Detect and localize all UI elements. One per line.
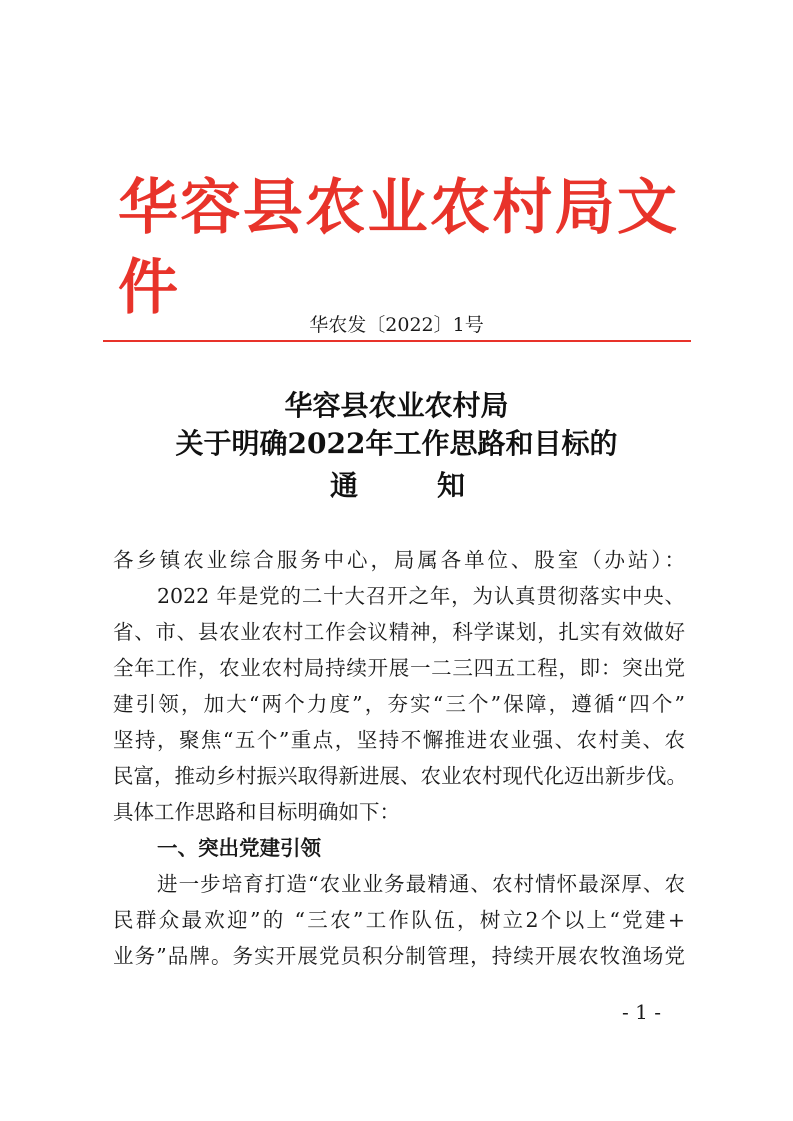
paragraph-line: 坚持，聚焦“五个”重点，坚持不懈推进农业强、农村美、农 [113, 728, 685, 752]
issuing-authority-header: 华容县农业农村局文件 [118, 173, 678, 323]
document-number: 华农发〔2022〕1号 [309, 314, 484, 336]
paragraph-line: 省、市、县农业农村工作会议精神，科学谋划，扎实有效做好 [113, 620, 685, 644]
title-line-1: 华容县农业农村局 [284, 389, 509, 422]
salutation: 各乡镇农业综合服务中心，局属各单位、股室（办站）： [113, 548, 685, 572]
paragraph-line: 2022 年是党的二十大召开之年，为认真贯彻落实中央、 [157, 584, 685, 608]
paragraph-line: 全年工作，农业农村局持续开展一二三四五工程，即：突出党 [113, 656, 685, 680]
paragraph-line: 民富，推动乡村振兴取得新进展、农业农村现代化迈出新步伐。 [113, 764, 687, 788]
paragraph-line: 具体工作思路和目标明确如下： [113, 800, 400, 824]
paragraph-line: 业务”品牌。务实开展党员积分制管理，持续开展农牧渔场党 [113, 944, 685, 968]
section-heading: 一、突出党建引领 [157, 836, 321, 860]
title-line-2: 关于明确2022年工作思路和目标的 [175, 427, 618, 460]
title-line-3: 通 知 [330, 469, 465, 502]
page-number: - 1 - [622, 1000, 661, 1024]
paragraph-line: 进一步培育打造“农业业务最精通、农村情怀最深厚、农 [157, 872, 685, 896]
paragraph-line: 建引领，加大“两个力度”，夯实“三个”保障，遵循“四个” [113, 692, 685, 716]
paragraph-line: 民群众最欢迎”的 “三农”工作队伍，树立2个以上“党建+ [113, 908, 685, 932]
red-divider-line [103, 340, 691, 342]
